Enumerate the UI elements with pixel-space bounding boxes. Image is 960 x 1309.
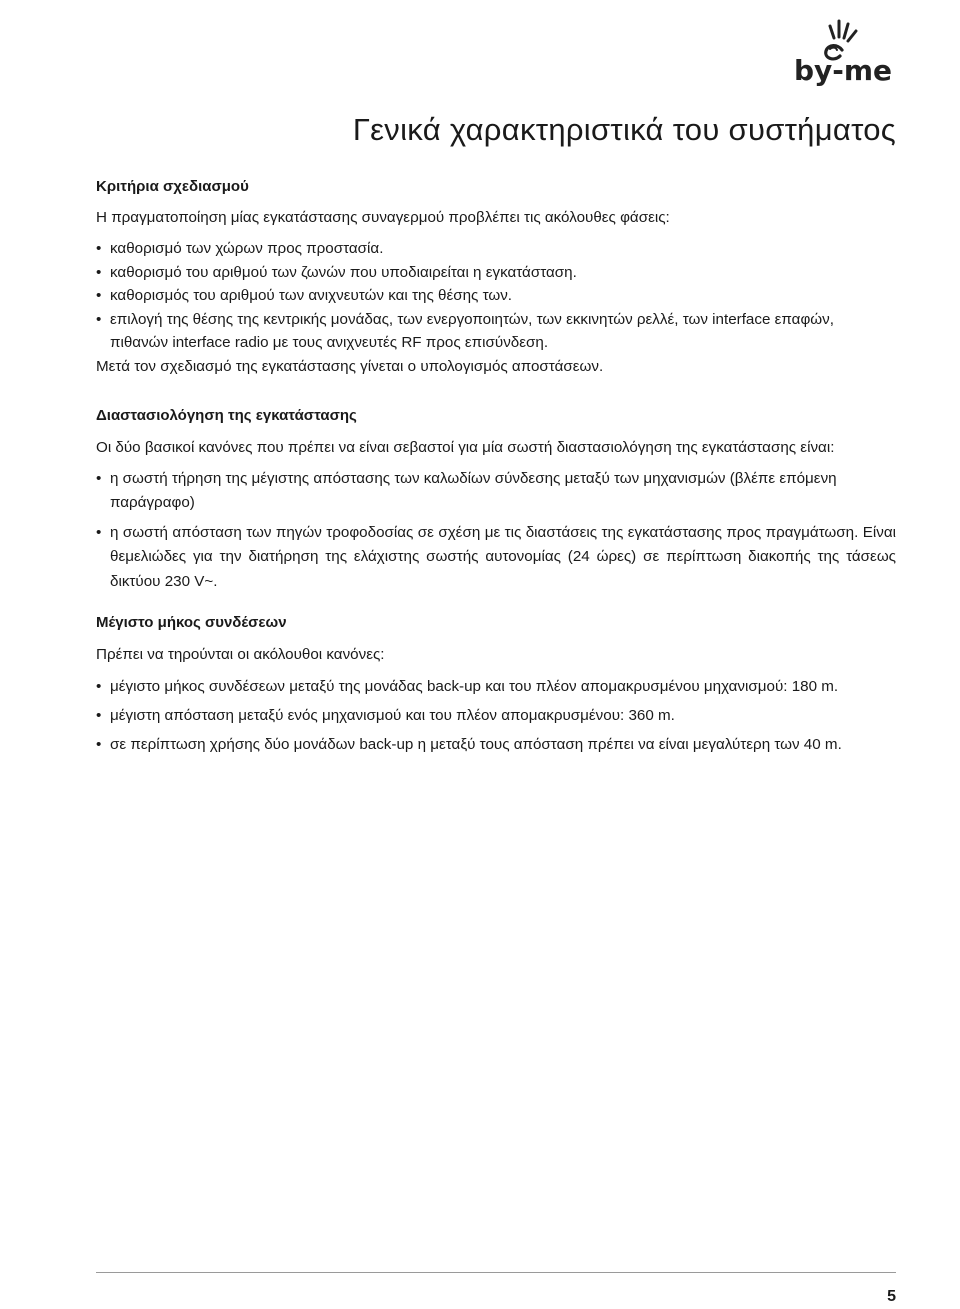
brand-logo (790, 18, 896, 88)
list-item: • επιλογή της θέσης της κεντρικής μονάδας, των ενεργοποιητών, των εκκινητών ρελλέ, των interface επαφών, πιθανών interface radio με τους ανιχνευτές RF προς επισύνδεση. (96, 308, 896, 355)
section-outro: Μετά τον σχεδιασμό της εγκατάστασης γίνεται ο υπολογισμός αποστάσεων. (96, 357, 604, 375)
byme-logo-mark (790, 18, 896, 88)
bullet-list (96, 674, 896, 757)
list-item: • καθορισμό του αριθμού των ζωνών που υποδιαιρείται η εγκατάσταση. (96, 261, 896, 285)
document-body (96, 176, 896, 761)
list-item: • καθορισμό των χώρων προς προστασία. (96, 237, 896, 261)
bullet-list (96, 237, 896, 355)
logo-wordmark: by-me (793, 54, 893, 87)
list-item: • η σωστή απόσταση των πηγών τροφοδοσίας σε σχέση με τις διαστάσεις της εγκατάστασης προς πραγμάτωση. Είναι θεμελιώδες για την διατήρηση της ελάχιστης σωστής αυτονομίας (24 ώρες) σε περίπτωση διακοπής της τάσεως δικτύου 230 V~. (96, 521, 896, 595)
list-item: • σε περίπτωση χρήσης δύο μονάδων back-up η μεταξύ τους απόσταση πρέπει να είναι μεγαλύτερη των 40 m. (96, 732, 896, 757)
section-heading: Κριτήρια σχεδιασμού (96, 178, 249, 195)
list-item: • η σωστή τήρηση της μέγιστης απόστασης των καλωδίων σύνδεσης μεταξύ των μηχανισμών (βλέπε επόμενη παράγραφο) (96, 467, 896, 516)
section-intro: Πρέπει να τηρούνται οι ακόλουθοι κανόνες: (96, 646, 385, 664)
list-item: • μέγιστη απόσταση μεταξύ ενός μηχανισμού και του πλέον απομακρυσμένου: 360 m. (96, 703, 896, 728)
section-installation-sizing (96, 405, 896, 595)
page-title: Γενικά χαρακτηριστικά του συστήματος (352, 112, 896, 147)
section-design-criteria (96, 176, 896, 379)
bullet-list (96, 467, 896, 595)
footer-divider (96, 1272, 896, 1273)
section-intro: Η πραγματοποίηση μίας εγκατάστασης συναγερμού προβλέπει τις ακόλουθες φάσεις: (96, 209, 670, 226)
list-item: • μέγιστο μήκος συνδέσεων μεταξύ της μονάδας back-up και του πλέον απομακρυσμένου μηχανισμού: 180 m. (96, 674, 896, 699)
section-heading: Μέγιστο μήκος συνδέσεων (96, 614, 287, 632)
section-heading: Διαστασιολόγηση της εγκατάστασης (96, 406, 357, 424)
section-intro: Οι δύο βασικοί κανόνες που πρέπει να είναι σεβαστοί για μία σωστή διαστασιολόγηση της εγκατάστασης είναι: (96, 438, 835, 456)
list-item: • καθορισμός του αριθμού των ανιχνευτών και της θέσης των. (96, 284, 896, 308)
page-number: 5 (887, 1288, 896, 1305)
section-max-connection-length (96, 612, 896, 757)
